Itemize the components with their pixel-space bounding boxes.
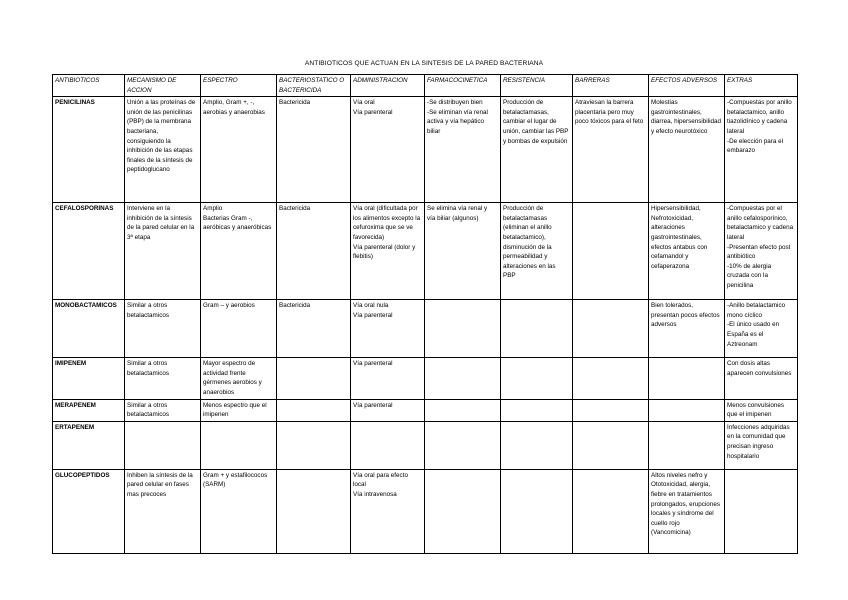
cell-text: Similar a otros betalactamicos (127, 302, 169, 319)
cell-text: ERTAPENEM (55, 423, 95, 431)
table-cell (201, 97, 277, 203)
table-row (53, 421, 798, 469)
table-cell (277, 358, 351, 399)
table-row (53, 399, 798, 421)
cell-text: Producción de betalactamasas (eliminan el anillo betalactamico), disminución de la permeabilidad y alteraciones en las PBP (503, 205, 556, 280)
cell-text: Vía parenteral (353, 311, 393, 319)
cell-text: Vía oral nula (353, 302, 389, 310)
column-header: FARMACOCINETICA (425, 75, 501, 97)
cell-text: -El único usado en España es el Aztreonam (727, 321, 780, 348)
table-cell (725, 97, 798, 203)
table-cell (649, 97, 725, 203)
table-header-row (53, 75, 798, 97)
column-header: MECANISMO DE ACCION (125, 75, 201, 97)
table-row (53, 358, 798, 399)
table-cell (501, 421, 573, 469)
cell-text: Similar a otros betalactamicos (127, 401, 169, 419)
column-header: RESISTENCIA (501, 75, 573, 97)
cell-text: Amplio (203, 205, 223, 213)
table-cell (425, 97, 501, 203)
table-cell (425, 421, 501, 469)
cell-text: Inhiben la síntesis de la pared celular en fases mas precoces (127, 471, 193, 498)
table-cell (573, 97, 649, 203)
table-cell (125, 358, 201, 399)
cell-text: -Se distribuyen bien (427, 99, 483, 107)
table-cell (649, 421, 725, 469)
table-cell (649, 469, 725, 553)
table-cell (277, 469, 351, 553)
table-row (53, 300, 798, 358)
page-title: ANTIBIOTICOS QUE ACTUAN EN LA SINTESIS DE LA PARED BACTERIANA (304, 60, 544, 67)
cell-text: -De elección para el embarazo (727, 137, 784, 155)
cell-text: GLUCOPEPTIDOS (55, 471, 110, 479)
table-cell (201, 358, 277, 399)
table-cell (501, 358, 573, 399)
cell-text: Similar a otros betalactamicos (127, 360, 169, 377)
cell-text: Vía parenteral (353, 360, 393, 368)
table-cell (277, 399, 351, 421)
table-row (53, 97, 798, 203)
table-cell (425, 469, 501, 553)
table-cell (201, 399, 277, 421)
cell-text: -Presentan efecto post antibiótico (727, 243, 791, 261)
table-cell (125, 97, 201, 203)
column-header: BACTERIOSTATICO O BACTERICIDA (277, 75, 351, 97)
table-cell (425, 399, 501, 421)
table-cell (201, 203, 277, 300)
table-cell (573, 300, 649, 358)
cell-text: Vía oral (353, 99, 375, 107)
table-cell (277, 421, 351, 469)
cell-text: Menos espectro que el imipenen (203, 401, 267, 419)
cell-text: -Anillo betalactamico mono cíclico (727, 302, 786, 319)
cell-text: Con dosis altas aparecen convulsiones (727, 360, 792, 377)
table-cell (725, 399, 798, 421)
cell-text: Infecciones adquiridas en la comunidad que precisan ingreso hospitalario (727, 423, 790, 460)
cell-text: Atraviesan la barrera placentaria pero muy poco tóxicos para el feto (575, 99, 644, 126)
column-header: ESPECTRO (201, 75, 277, 97)
table-cell (573, 203, 649, 300)
table-cell (125, 469, 201, 553)
table-cell (277, 300, 351, 358)
cell-text: Bien tolerados, presentan pocos efectos adversos (651, 302, 720, 329)
cell-text: PENICILINAS (55, 99, 95, 107)
row-header-cell (53, 421, 125, 469)
table-cell (351, 300, 425, 358)
table-cell (351, 97, 425, 203)
table-cell (125, 399, 201, 421)
cell-text: MERAPENEM (55, 401, 96, 409)
cell-text: Vía parenteral (353, 401, 393, 409)
table-cell (649, 300, 725, 358)
table-cell (725, 469, 798, 553)
row-header-cell (53, 469, 125, 553)
cell-text: Menos convulsiones que el imipenen (727, 401, 785, 419)
table-cell (501, 203, 573, 300)
cell-text: Gram + y estafilococos (SARM) (203, 471, 268, 489)
cell-text: Se elimina vía renal y vía biliar (algunos) (427, 205, 488, 222)
cell-text: -Se eliminan vía renal activa y vía hepático biliar (427, 108, 488, 135)
table-cell (573, 399, 649, 421)
table-cell (125, 300, 201, 358)
cell-text: Producción de betalactamasas, cambiar el lugar de unión, cambiar las PBP y bombas de expulsión (503, 99, 569, 145)
cell-text: Gram – y aerobios (203, 302, 255, 310)
column-header: BARRERAS (573, 75, 649, 97)
table-cell (351, 358, 425, 399)
column-header: EFECTOS ADVERSOS (649, 75, 725, 97)
table-cell (201, 300, 277, 358)
table-row (53, 203, 798, 300)
column-header: ADMINISTRACION (351, 75, 425, 97)
table-row (53, 469, 798, 553)
table-cell (351, 421, 425, 469)
table-cell (649, 358, 725, 399)
cell-text: Mayor espectro de actividad frente gérmenes aerobios y anaerobios (203, 360, 262, 396)
table-cell (425, 358, 501, 399)
row-header-cell (53, 203, 125, 300)
table-body (53, 97, 798, 554)
table-cell (501, 399, 573, 421)
table-cell (351, 203, 425, 300)
cell-text: Vía oral para efecto local (353, 471, 408, 489)
cell-text: Hipersensibilidad, Nefrotoxicidad, alteraciones gastrointestinales, efectos antabus con cefamandol y cefaperazona (651, 205, 708, 270)
cell-text: IMIPENEM (55, 360, 87, 368)
cell-text: CEFALOSPORINAS (55, 205, 114, 213)
row-header-cell (53, 97, 125, 203)
table-cell (277, 203, 351, 300)
cell-text: -10% de alergia cruzada con la penicilina (727, 262, 772, 289)
cell-text: Bacterias Gram -, aeróbicas y anaeróbicas (203, 214, 272, 232)
table-cell (649, 399, 725, 421)
cell-text: Interviene en la inhibición de la síntesis de la pared celular en la 3ª etapa (127, 205, 195, 241)
row-header-cell (53, 399, 125, 421)
table-cell (501, 300, 573, 358)
table-cell (725, 203, 798, 300)
table-cell (501, 469, 573, 553)
antibiotics-table (52, 74, 798, 554)
cell-text: Molestias gastrointestinales, diarrea, hipersensibilidad y efecto neurotóxico (651, 99, 722, 135)
column-header: EXTRAS (725, 75, 798, 97)
cell-text: Unión a las proteínas de unión de las penicilinas (PBP) de la membrana bacteriana, consiguiendo la inhibición de las etapas finales de la síntesis de peptidoglucano (127, 99, 196, 174)
row-header-cell (53, 358, 125, 399)
table-cell (573, 469, 649, 553)
table-cell (725, 358, 798, 399)
table-cell (725, 421, 798, 469)
table-cell (125, 421, 201, 469)
cell-text: Vía parenteral (dolor y flebitis) (353, 243, 416, 261)
table-cell (201, 469, 277, 553)
cell-text: Bactericida (279, 302, 311, 310)
table-cell (573, 358, 649, 399)
cell-text: Vía oral (dificultada por los alimentos excepto la cefuroxima que se ve favorecida) (353, 205, 421, 241)
table-cell (425, 300, 501, 358)
column-header: ANTIBIOTICOS (53, 75, 125, 97)
cell-text: Altos niveles nefro y Ototoxicidad, alergia, fiebre en tratamientos prolongados, erupciones locales y síndrome del cuello rojo (Vancomicina) (651, 471, 720, 537)
cell-text: -Compuestas por anillo betalactamico, anillo tiazolidínico y cadena lateral (727, 99, 792, 135)
table-cell (649, 203, 725, 300)
table-cell (351, 399, 425, 421)
cell-text: Bactericida (279, 99, 311, 107)
cell-text: Bactericida (279, 205, 311, 213)
cell-text: Vía parenteral (353, 108, 393, 116)
cell-text: Vía intravenosa (353, 490, 397, 498)
table-cell (725, 300, 798, 358)
cell-text: Amplio, Gram +, -, aerobias y anaerobias (203, 99, 265, 116)
table-cell (425, 203, 501, 300)
row-header-cell (53, 300, 125, 358)
cell-text: MONOBACTAMICOS (55, 302, 117, 310)
table-cell (501, 97, 573, 203)
table-cell (125, 203, 201, 300)
table-cell (201, 421, 277, 469)
table-cell (351, 469, 425, 553)
table-cell (277, 97, 351, 203)
table-cell (573, 421, 649, 469)
cell-text: -Compuestas por el anillo cefalosporínico, betalactamico y cadena lateral (727, 205, 794, 241)
